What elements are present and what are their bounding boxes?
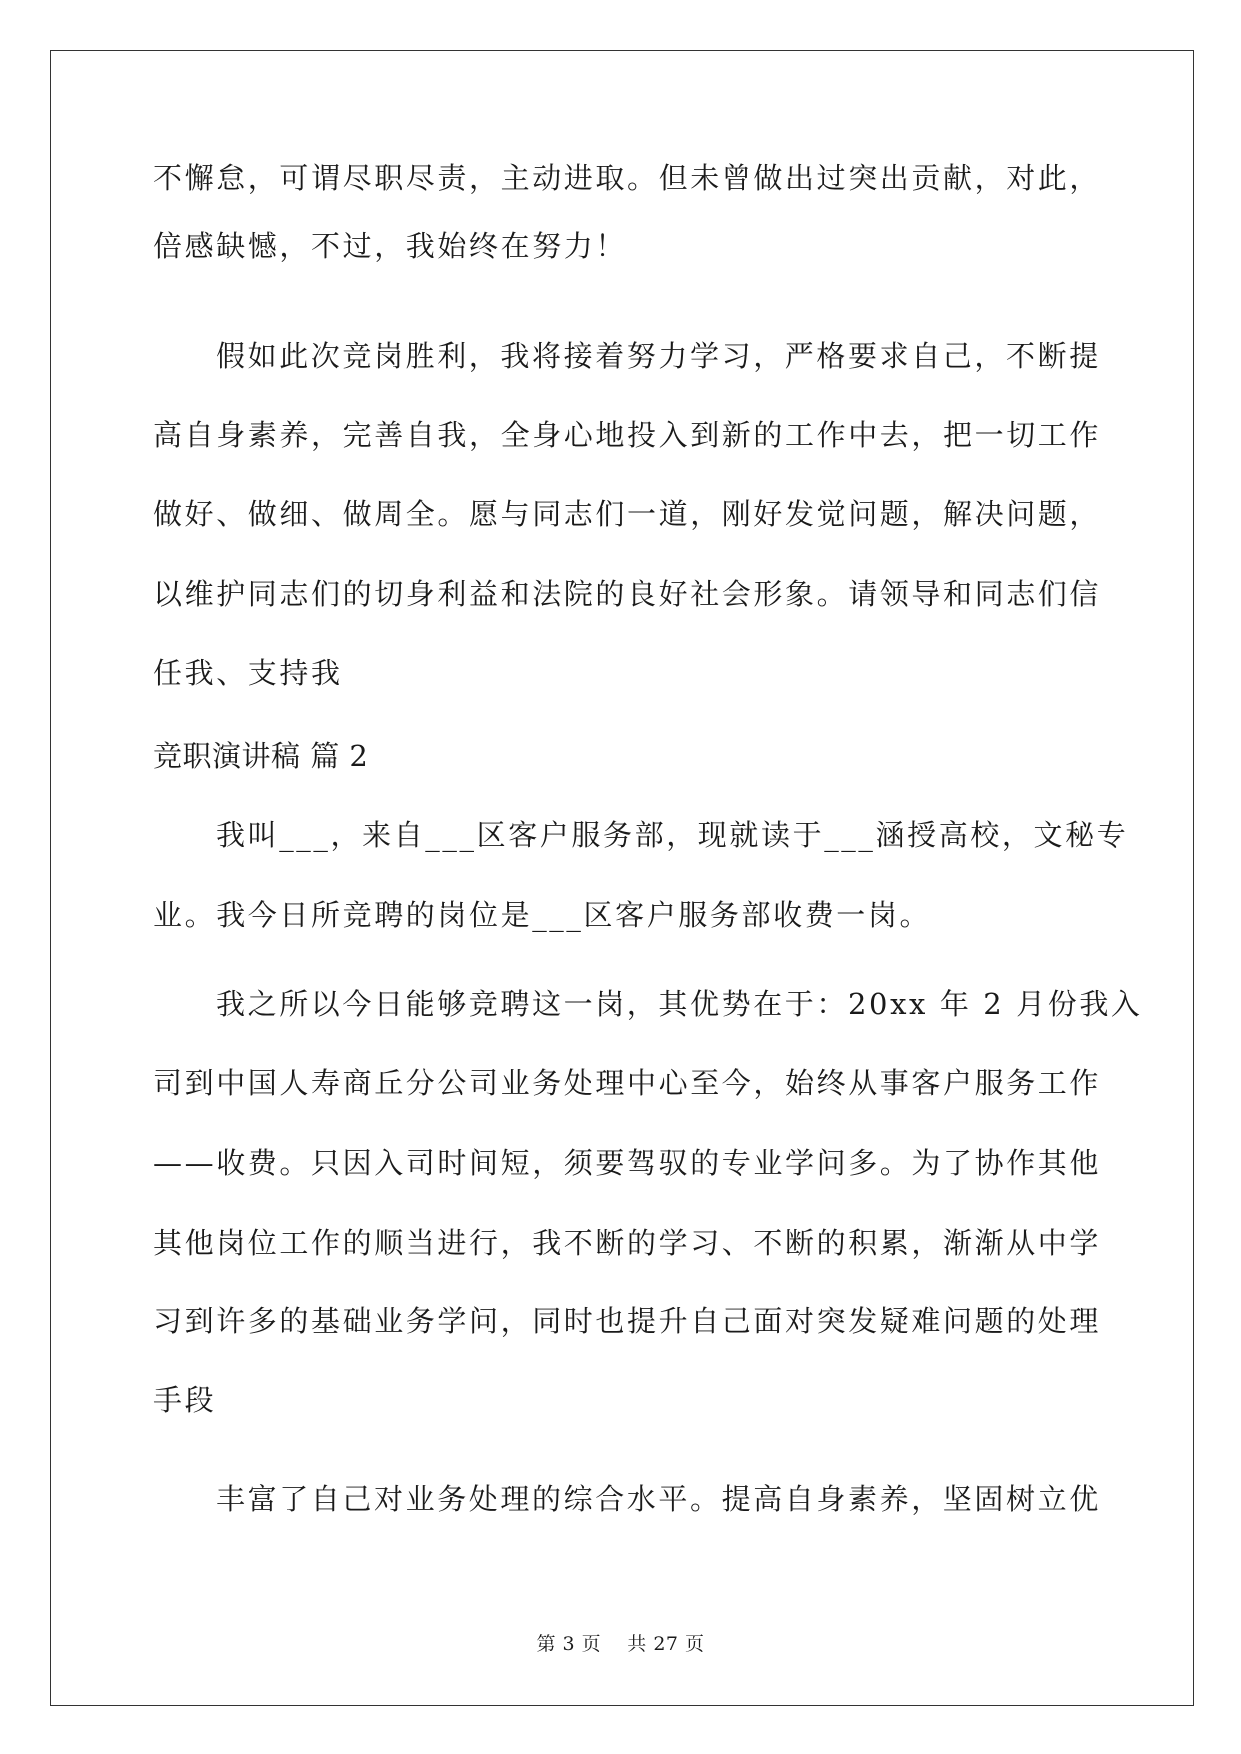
page-border <box>50 50 1194 1706</box>
paragraph-line: ——收费。只因入司时间短，须要驾驭的专业学问多。为了协作其他 <box>153 1146 1102 1180</box>
section-heading: 竞职演讲稿 篇 2 <box>153 739 369 773</box>
paragraph-line: 做好、做细、做周全。愿与同志们一道，刚好发觉问题，解决问题， <box>153 497 1102 531</box>
paragraph-line: 倍感缺憾，不过，我始终在努力！ <box>153 229 628 263</box>
paragraph-line: 其他岗位工作的顺当进行，我不断的学习、不断的积累，渐渐从中学 <box>153 1226 1102 1260</box>
paragraph-line: 丰富了自己对业务处理的综合水平。提高自身素养，坚固树立优 <box>216 1482 1101 1516</box>
paragraph-line: 我叫___，来自___区客户服务部，现就读于___涵授高校，文秘专 <box>216 818 1129 852</box>
paragraph-line: 以维护同志们的切身利益和法院的良好社会形象。请领导和同志们信 <box>153 577 1102 611</box>
paragraph-line: 我之所以今日能够竞聘这一岗，其优势在于：20xx 年 2 月份我入 <box>216 987 1143 1021</box>
paragraph-line: 习到许多的基础业务学问，同时也提升自己面对突发疑难问题的处理 <box>153 1304 1102 1338</box>
paragraph-line: 业。我今日所竞聘的岗位是___区客户服务部收费一岗。 <box>153 898 932 932</box>
paragraph-line: 手段 <box>153 1383 217 1417</box>
paragraph-line: 任我、支持我 <box>153 656 343 690</box>
paragraph-line: 司到中国人寿商丘分公司业务处理中心至今，始终从事客户服务工作 <box>153 1066 1102 1100</box>
paragraph-line: 不懈怠，可谓尽职尽责，主动进取。但未曾做出过突出贡献，对此， <box>153 161 1102 195</box>
paragraph-line: 假如此次竞岗胜利，我将接着努力学习，严格要求自己，不断提 <box>216 339 1101 373</box>
paragraph-line: 高自身素养，完善自我，全身心地投入到新的工作中去，把一切工作 <box>153 418 1102 452</box>
page-number-footer: 第 3 页 共 27 页 <box>536 1633 705 1655</box>
